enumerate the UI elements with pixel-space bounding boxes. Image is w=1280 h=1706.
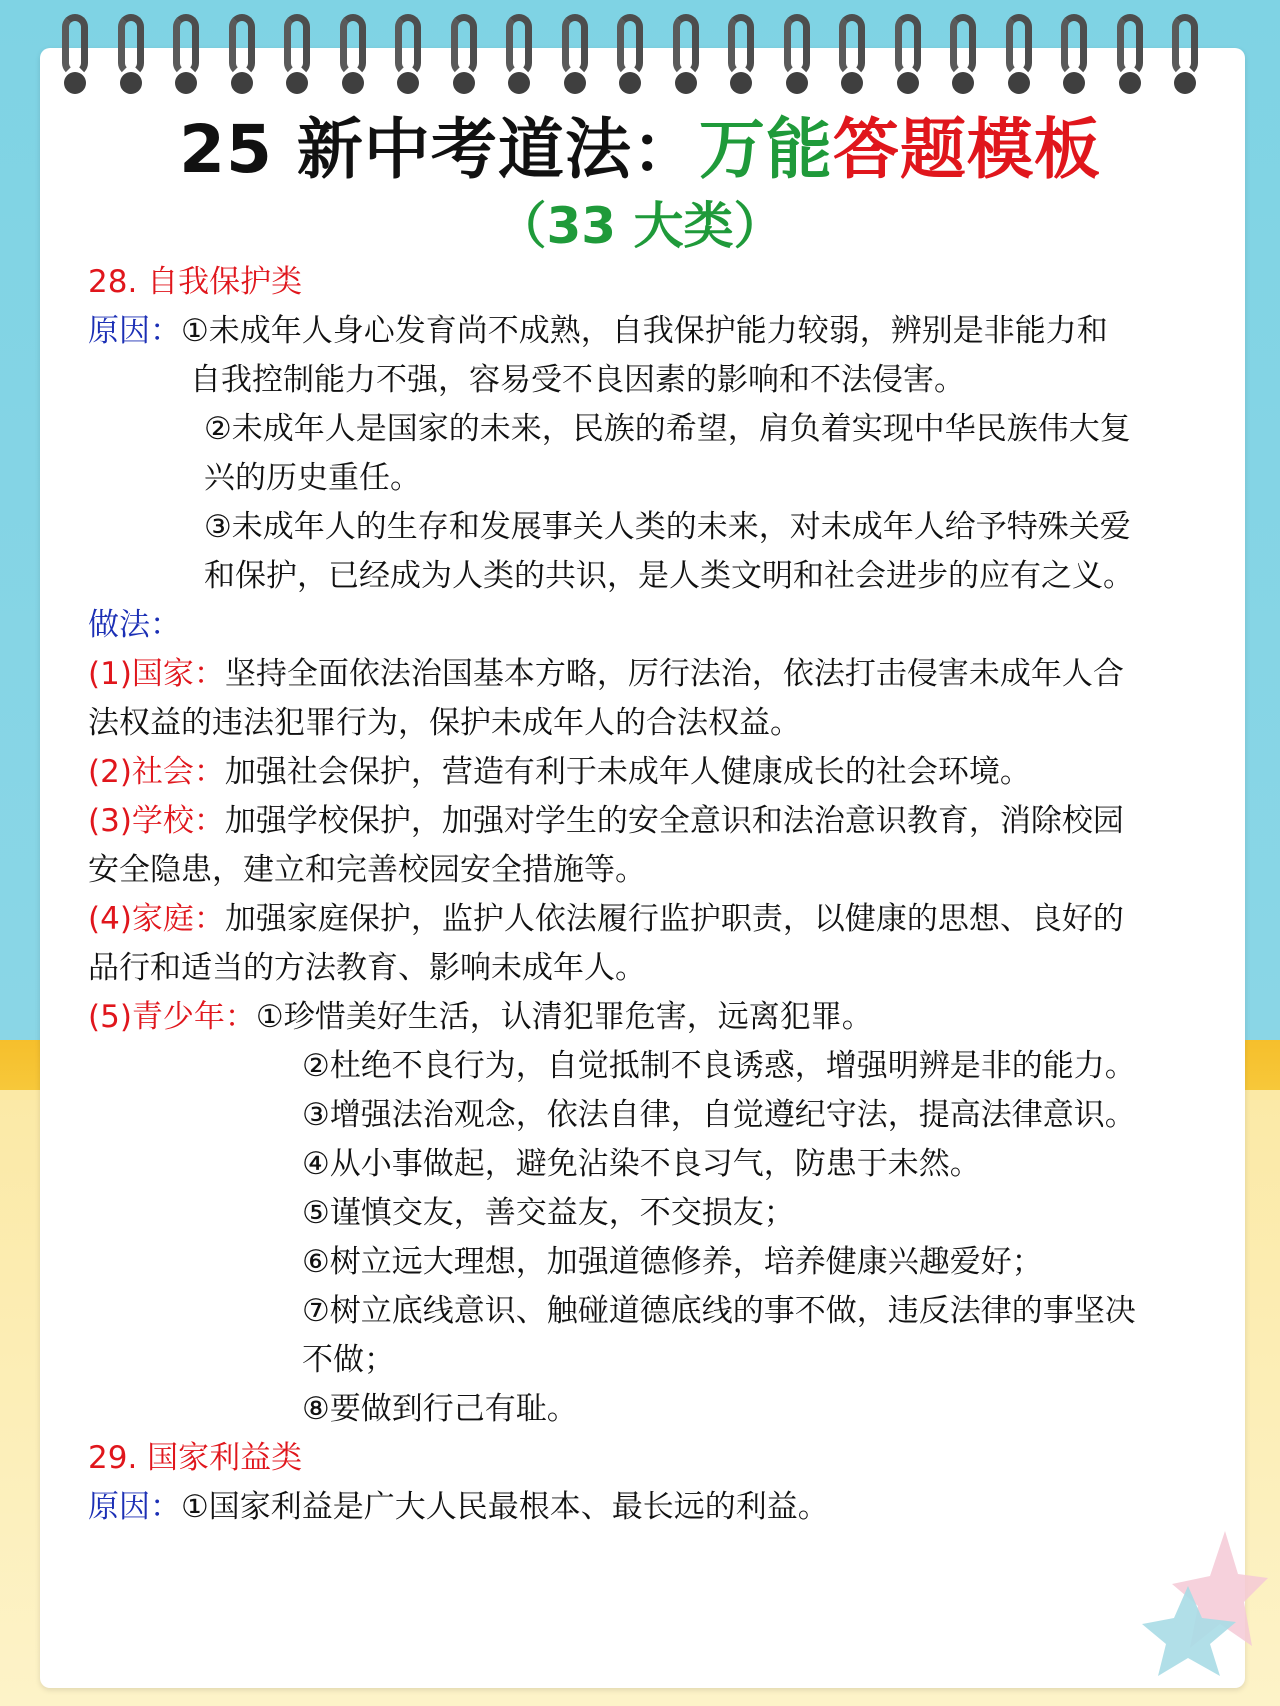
- method-3-line-1: [88, 797, 1208, 846]
- ring-hole-icon: [675, 72, 697, 94]
- ring-hole-icon: [1008, 72, 1030, 94]
- ring-hole-icon: [1063, 72, 1085, 94]
- spiral-ring-icon: [506, 14, 532, 76]
- ring-hole-icon: [730, 72, 752, 94]
- s29-reason-1: [88, 1483, 1208, 1532]
- spiral-ring-icon: [950, 14, 976, 76]
- method-1-label: (1)国家：: [88, 656, 225, 692]
- spiral-ring-icon: [340, 14, 366, 76]
- spiral-ring-icon: [395, 14, 421, 76]
- reason-text: ①未成年人身心发育尚不成熟，自我保护能力较弱，辨别是非能力和: [181, 313, 1108, 349]
- reason-label: 原因：: [88, 1489, 181, 1525]
- ring-hole-icon: [619, 72, 641, 94]
- method-3-line-2: 安全隐患，建立和完善校园安全措施等。: [88, 852, 646, 888]
- page-title: [0, 96, 1280, 191]
- page-subtitle: （33 大类）: [496, 197, 784, 255]
- method-5-line-1: [88, 993, 1208, 1042]
- spiral-ring-icon: [1172, 14, 1198, 76]
- s28-reason-3-line-1: ③未成年人的生存和发展事关人类的未来，对未成年人给予特殊关爱: [204, 509, 1131, 545]
- youth-item-8: ⑧要做到行己有耻。: [302, 1391, 578, 1427]
- star-decoration-icon: [1140, 1526, 1270, 1676]
- spiral-ring-icon: [562, 14, 588, 76]
- method-label: 做法：: [88, 607, 181, 643]
- method-5-label: (5)青少年：: [88, 999, 256, 1035]
- spiral-binding: [0, 0, 1280, 110]
- ring-hole-icon: [397, 72, 419, 94]
- youth-item-4: ④从小事做起，避免沾染不良习气，防患于未然。: [302, 1146, 981, 1182]
- spiral-ring-icon: [62, 14, 88, 76]
- ring-hole-icon: [508, 72, 530, 94]
- spiral-ring-icon: [673, 14, 699, 76]
- content-body: [88, 258, 1208, 1532]
- spiral-ring-icon: [1061, 14, 1087, 76]
- spiral-ring-icon: [617, 14, 643, 76]
- spiral-ring-icon: [895, 14, 921, 76]
- method-3-label: (3)学校：: [88, 803, 225, 839]
- reason-text: ①国家利益是广大人民最根本、最长远的利益。: [181, 1489, 829, 1525]
- youth-item-6: ⑥树立远大理想，加强道德修养，培养健康兴趣爱好；: [302, 1244, 1043, 1280]
- reason-label: 原因：: [88, 313, 181, 349]
- ring-hole-icon: [175, 72, 197, 94]
- ring-hole-icon: [564, 72, 586, 94]
- title-part-2: 万能: [698, 111, 833, 188]
- youth-item-2: ②杜绝不良行为，自觉抵制不良诱惑，增强明辨是非的能力。: [302, 1048, 1136, 1084]
- method-2-label: (2)社会：: [88, 754, 225, 790]
- ring-hole-icon: [286, 72, 308, 94]
- method-1-line-1: [88, 650, 1208, 699]
- method-2-text: 加强社会保护，营造有利于未成年人健康成长的社会环境。: [224, 754, 1031, 790]
- method-3-text: 加强学校保护，加强对学生的安全意识和法治意识教育，消除校园: [224, 803, 1124, 839]
- spiral-ring-icon: [451, 14, 477, 76]
- section-29-heading: 29. 国家利益类: [88, 1440, 303, 1476]
- title-part-1: 25 新中考道法：: [179, 111, 699, 188]
- s28-reason-1-line-1: [88, 307, 1208, 356]
- ring-hole-icon: [1119, 72, 1141, 94]
- ring-hole-icon: [453, 72, 475, 94]
- youth-item-1: ①珍惜美好生活，认清犯罪危害，远离犯罪。: [255, 999, 873, 1035]
- spiral-ring-icon: [1006, 14, 1032, 76]
- s28-reason-2-line-2: 兴的历史重任。: [204, 460, 421, 496]
- ring-hole-icon: [64, 72, 86, 94]
- spiral-ring-icon: [784, 14, 810, 76]
- spiral-ring-icon: [118, 14, 144, 76]
- s28-reason-3-line-2: 和保护，已经成为人类的共识，是人类文明和社会进步的应有之义。: [204, 558, 1134, 594]
- method-1-line-2: 法权益的违法犯罪行为，保护未成年人的合法权益。: [88, 705, 801, 741]
- s28-reason-2-line-1: ②未成年人是国家的未来，民族的希望，肩负着实现中华民族伟大复: [204, 411, 1131, 447]
- method-4-line-1: [88, 895, 1208, 944]
- ring-hole-icon: [897, 72, 919, 94]
- spiral-ring-icon: [284, 14, 310, 76]
- method-2-line-1: [88, 748, 1208, 797]
- ring-hole-icon: [120, 72, 142, 94]
- spiral-ring-icon: [728, 14, 754, 76]
- title-part-3: 答题模板: [832, 111, 1101, 188]
- youth-item-7-line-1: ⑦树立底线意识、触碰道德底线的事不做，违反法律的事坚决: [302, 1293, 1136, 1329]
- method-4-label: (4)家庭：: [88, 901, 225, 937]
- ring-hole-icon: [342, 72, 364, 94]
- ring-hole-icon: [841, 72, 863, 94]
- spiral-ring-icon: [1117, 14, 1143, 76]
- ring-hole-icon: [952, 72, 974, 94]
- method-4-text: 加强家庭保护，监护人依法履行监护职责，以健康的思想、良好的: [224, 901, 1124, 937]
- ring-hole-icon: [1174, 72, 1196, 94]
- s28-reason-1-line-2: 自我控制能力不强，容易受不良因素的影响和不法侵害。: [190, 362, 965, 398]
- spiral-ring-icon: [173, 14, 199, 76]
- youth-item-5: ⑤谨慎交友，善交益友，不交损友；: [302, 1195, 795, 1231]
- method-1-text: 坚持全面依法治国基本方略，厉行法治，依法打击侵害未成年人合: [224, 656, 1124, 692]
- youth-item-3: ③增强法治观念，依法自律，自觉遵纪守法，提高法律意识。: [302, 1097, 1136, 1133]
- youth-item-7-line-2: 不做；: [302, 1342, 395, 1378]
- ring-hole-icon: [231, 72, 253, 94]
- spiral-ring-icon: [229, 14, 255, 76]
- method-4-line-2: 品行和适当的方法教育、影响未成年人。: [88, 950, 646, 986]
- ring-hole-icon: [786, 72, 808, 94]
- section-28-heading: 28. 自我保护类: [88, 264, 303, 300]
- spiral-ring-icon: [839, 14, 865, 76]
